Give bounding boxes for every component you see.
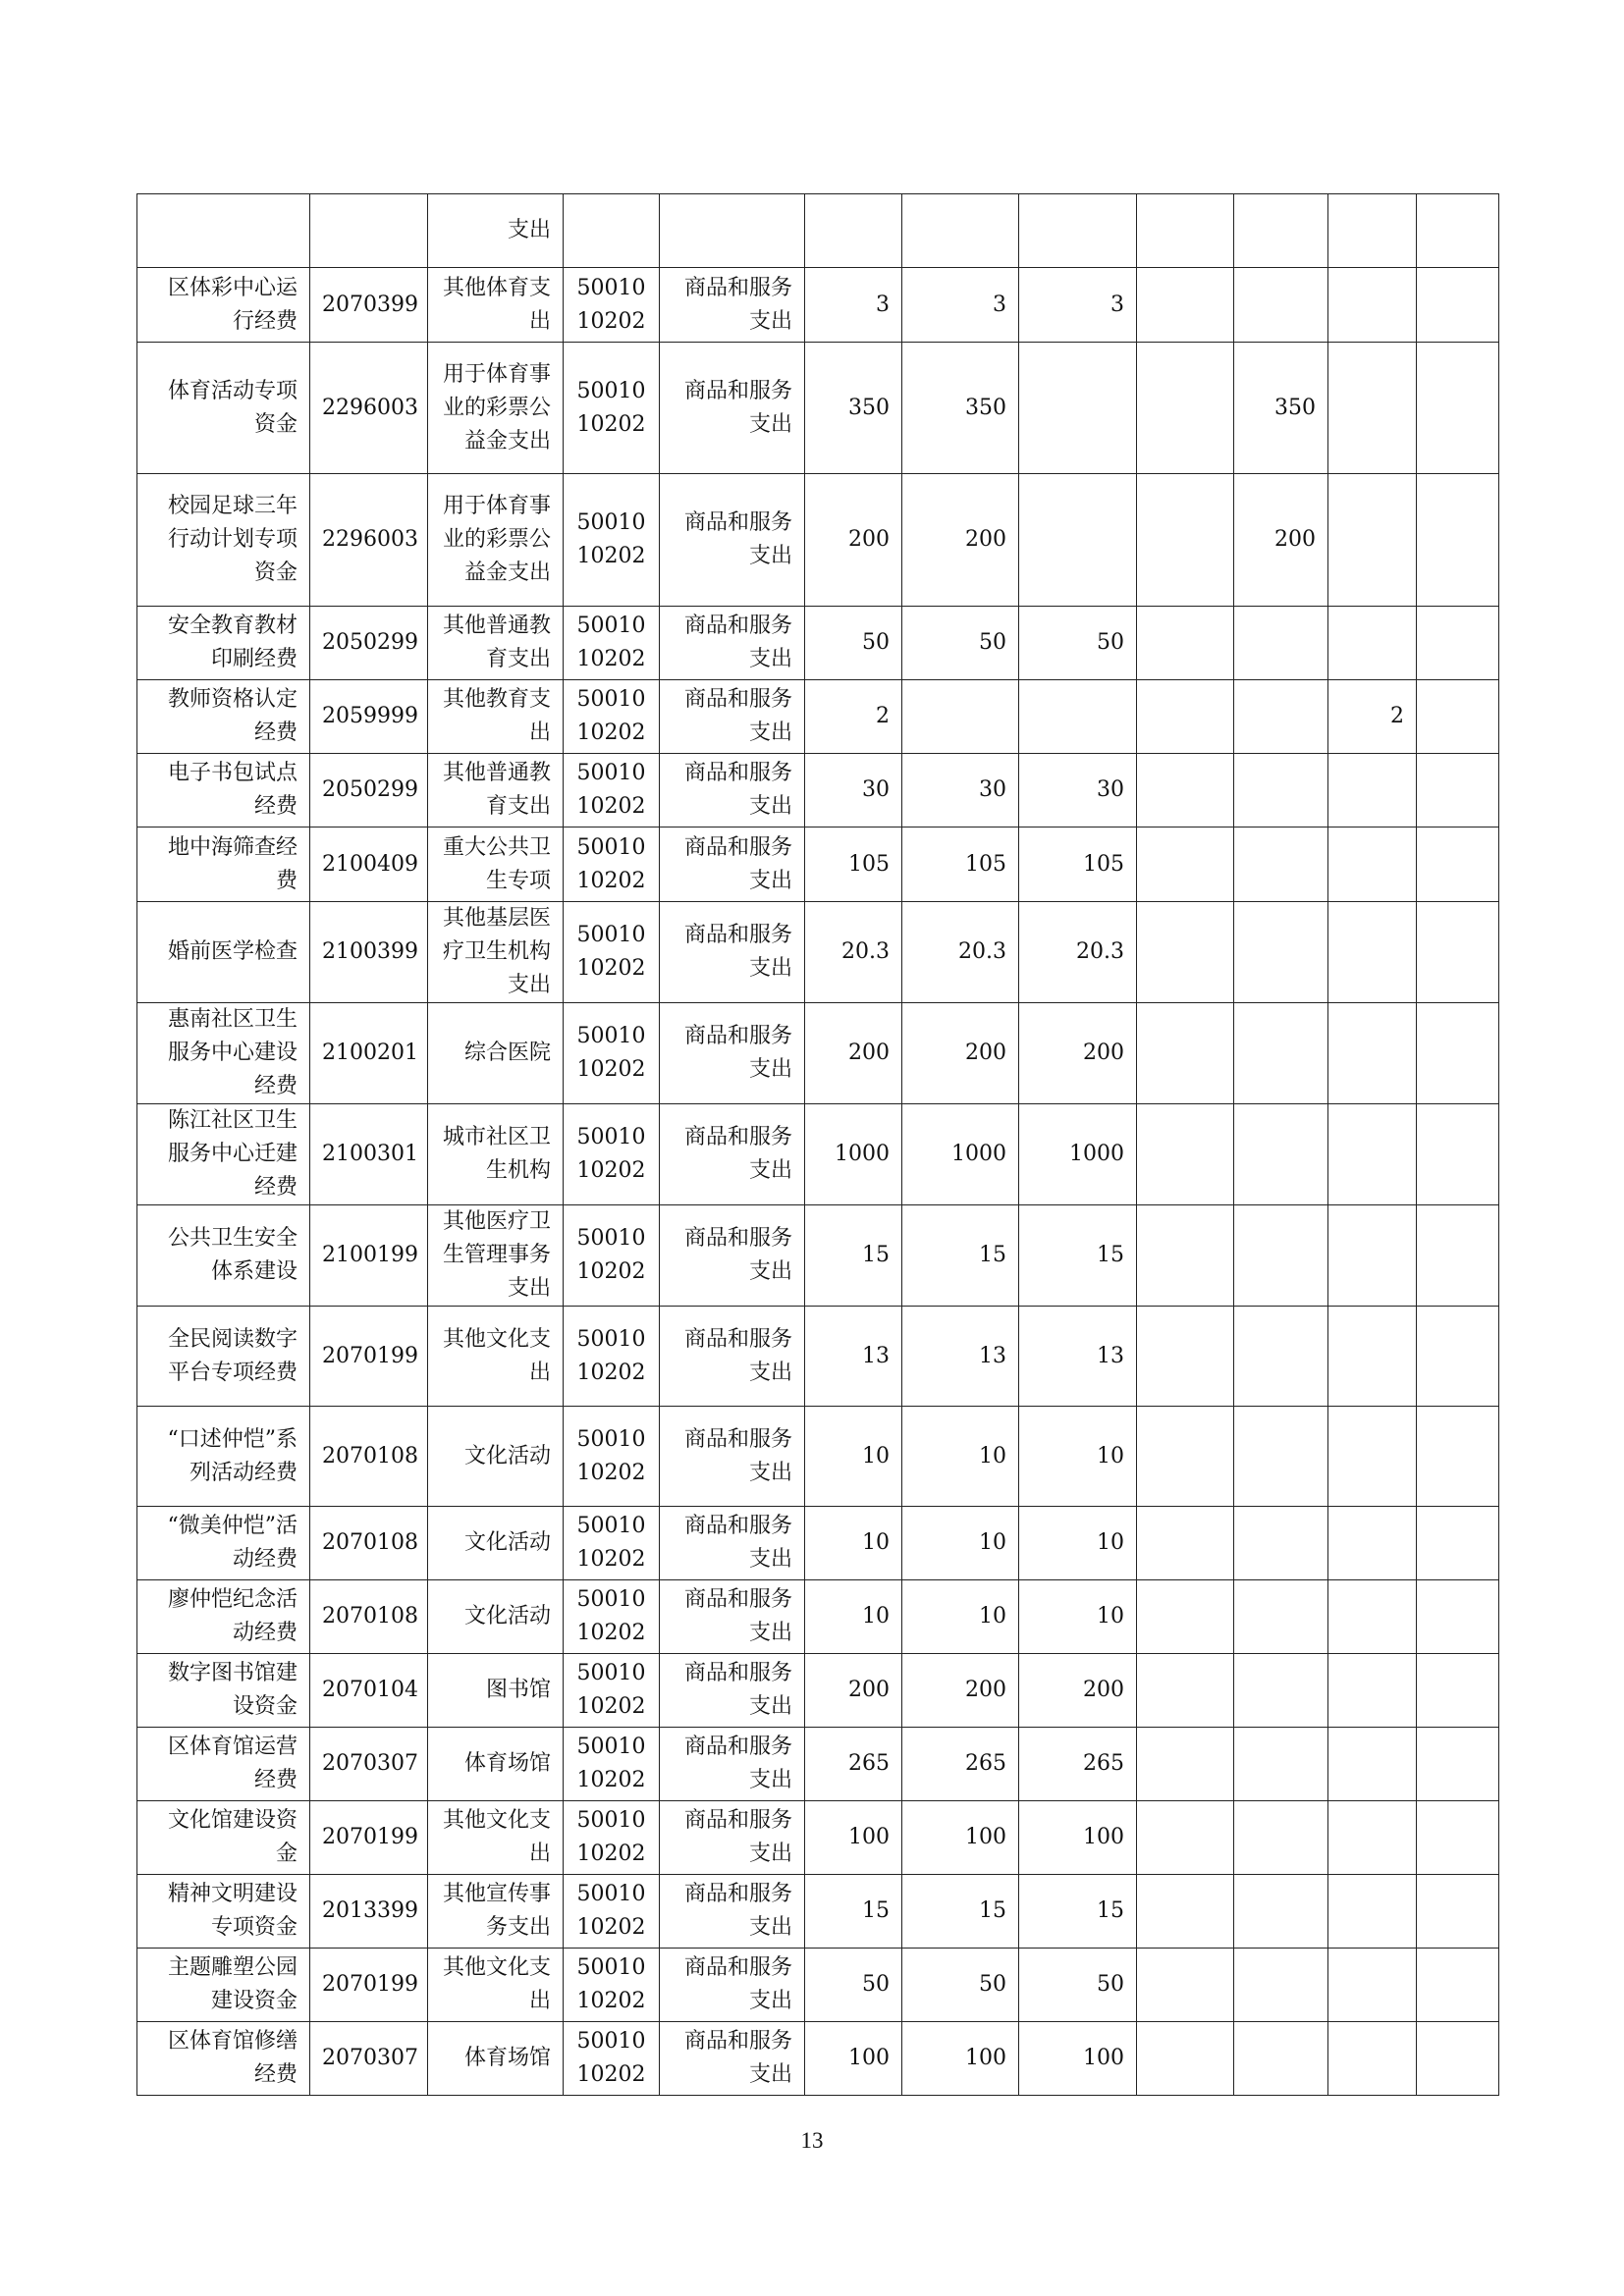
amount-cell-1: 100 <box>902 2022 1019 2096</box>
amount-cell-2 <box>1019 343 1137 474</box>
table-row <box>137 828 1499 902</box>
amount-cell-1: 50 <box>902 1949 1019 2022</box>
project-name-cell: 文化馆建设资金 <box>137 1801 310 1875</box>
function-name-cell: 图书馆 <box>428 1654 564 1728</box>
amount-cell-1: 50 <box>902 607 1019 680</box>
table-row <box>137 1801 1499 1875</box>
table-row <box>137 1307 1499 1407</box>
economic-name-cell: 商品和服务支出 <box>660 1104 805 1205</box>
table-row <box>137 1875 1499 1949</box>
economic-code-cell: 5001010202 <box>564 474 660 607</box>
economic-name-cell: 商品和服务支出 <box>660 754 805 828</box>
amount-cell-3 <box>1137 754 1234 828</box>
economic-name-cell: 商品和服务支出 <box>660 474 805 607</box>
total-amount-cell: 350 <box>805 343 902 474</box>
amount-cell-6 <box>1417 1875 1499 1949</box>
function-name-cell: 城市社区卫生机构 <box>428 1104 564 1205</box>
economic-name-cell: 商品和服务支出 <box>660 1580 805 1654</box>
function-code-cell: 2070104 <box>310 1654 428 1728</box>
amount-cell-5 <box>1328 607 1417 680</box>
amount-cell-4 <box>1234 680 1328 754</box>
function-code-cell: 2070307 <box>310 1728 428 1801</box>
amount-cell-5 <box>1328 194 1417 268</box>
amount-cell-2: 100 <box>1019 2022 1137 2096</box>
amount-cell-1: 200 <box>902 474 1019 607</box>
amount-cell-1: 15 <box>902 1205 1019 1307</box>
table-row <box>137 1654 1499 1728</box>
amount-cell-5 <box>1328 902 1417 1003</box>
amount-cell-2: 15 <box>1019 1205 1137 1307</box>
amount-cell-5 <box>1328 1407 1417 1507</box>
function-name-cell: 用于体育事业的彩票公益金支出 <box>428 474 564 607</box>
amount-cell-3 <box>1137 1507 1234 1580</box>
amount-cell-4 <box>1234 1307 1328 1407</box>
amount-cell-4 <box>1234 1104 1328 1205</box>
project-name-cell: 婚前医学检查 <box>137 902 310 1003</box>
amount-cell-2: 200 <box>1019 1003 1137 1104</box>
table-row <box>137 1407 1499 1507</box>
amount-cell-6 <box>1417 1507 1499 1580</box>
amount-cell-5 <box>1328 1580 1417 1654</box>
function-name-cell: 重大公共卫生专项 <box>428 828 564 902</box>
economic-name-cell: 商品和服务支出 <box>660 1654 805 1728</box>
amount-cell-1: 265 <box>902 1728 1019 1801</box>
economic-code-cell: 5001010202 <box>564 1728 660 1801</box>
function-code-cell: 2050299 <box>310 607 428 680</box>
table-row <box>137 343 1499 474</box>
amount-cell-4 <box>1234 268 1328 343</box>
function-name-cell: 体育场馆 <box>428 1728 564 1801</box>
economic-code-cell: 5001010202 <box>564 1507 660 1580</box>
amount-cell-6 <box>1417 1580 1499 1654</box>
function-name-cell: 体育场馆 <box>428 2022 564 2096</box>
economic-name-cell: 商品和服务支出 <box>660 343 805 474</box>
project-name-cell: 主题雕塑公园建设资金 <box>137 1949 310 2022</box>
amount-cell-2: 200 <box>1019 1654 1137 1728</box>
amount-cell-1 <box>902 194 1019 268</box>
economic-name-cell: 商品和服务支出 <box>660 680 805 754</box>
total-amount-cell: 200 <box>805 474 902 607</box>
amount-cell-6 <box>1417 1654 1499 1728</box>
function-code-cell: 2070307 <box>310 2022 428 2096</box>
amount-cell-6 <box>1417 1801 1499 1875</box>
economic-code-cell: 5001010202 <box>564 1104 660 1205</box>
function-name-cell: 其他基层医疗卫生机构支出 <box>428 902 564 1003</box>
budget-table <box>136 193 1499 2096</box>
project-name-cell: 全民阅读数字平台专项经费 <box>137 1307 310 1407</box>
total-amount-cell: 10 <box>805 1580 902 1654</box>
project-name-cell: 安全教育教材印刷经费 <box>137 607 310 680</box>
amount-cell-6 <box>1417 1407 1499 1507</box>
project-name-cell: 体育活动专项资金 <box>137 343 310 474</box>
total-amount-cell: 200 <box>805 1003 902 1104</box>
economic-code-cell: 5001010202 <box>564 1580 660 1654</box>
table-row <box>137 1949 1499 2022</box>
function-code-cell: 2013399 <box>310 1875 428 1949</box>
amount-cell-4 <box>1234 1728 1328 1801</box>
amount-cell-5 <box>1328 268 1417 343</box>
total-amount-cell: 30 <box>805 754 902 828</box>
project-name-cell: 区体育馆修缮经费 <box>137 2022 310 2096</box>
amount-cell-2: 265 <box>1019 1728 1137 1801</box>
amount-cell-6 <box>1417 1307 1499 1407</box>
economic-name-cell: 商品和服务支出 <box>660 1003 805 1104</box>
project-name-cell: 教师资格认定经费 <box>137 680 310 754</box>
total-amount-cell: 10 <box>805 1507 902 1580</box>
amount-cell-3 <box>1137 1654 1234 1728</box>
total-amount-cell: 3 <box>805 268 902 343</box>
project-name-cell <box>137 194 310 268</box>
project-name-cell: 区体育馆运营经费 <box>137 1728 310 1801</box>
total-amount-cell: 20.3 <box>805 902 902 1003</box>
table-row <box>137 607 1499 680</box>
amount-cell-2 <box>1019 680 1137 754</box>
amount-cell-6 <box>1417 268 1499 343</box>
amount-cell-3 <box>1137 828 1234 902</box>
project-name-cell: 公共卫生安全体系建设 <box>137 1205 310 1307</box>
table-row <box>137 902 1499 1003</box>
function-code-cell: 2070199 <box>310 1307 428 1407</box>
function-code-cell: 2070108 <box>310 1507 428 1580</box>
table-row <box>137 1728 1499 1801</box>
amount-cell-3 <box>1137 1407 1234 1507</box>
table-body <box>137 194 1499 2096</box>
economic-name-cell <box>660 194 805 268</box>
total-amount-cell: 100 <box>805 1801 902 1875</box>
function-code-cell <box>310 194 428 268</box>
function-code-cell: 2296003 <box>310 343 428 474</box>
economic-name-cell: 商品和服务支出 <box>660 1801 805 1875</box>
amount-cell-4: 200 <box>1234 474 1328 607</box>
function-name-cell: 用于体育事业的彩票公益金支出 <box>428 343 564 474</box>
total-amount-cell: 265 <box>805 1728 902 1801</box>
amount-cell-1: 30 <box>902 754 1019 828</box>
project-name-cell: “微美仲恺”活动经费 <box>137 1507 310 1580</box>
economic-code-cell <box>564 194 660 268</box>
amount-cell-1: 105 <box>902 828 1019 902</box>
amount-cell-3 <box>1137 1875 1234 1949</box>
function-code-cell: 2100201 <box>310 1003 428 1104</box>
economic-code-cell: 5001010202 <box>564 1003 660 1104</box>
amount-cell-6 <box>1417 902 1499 1003</box>
table-row <box>137 268 1499 343</box>
amount-cell-3 <box>1137 1580 1234 1654</box>
economic-name-cell: 商品和服务支出 <box>660 2022 805 2096</box>
amount-cell-3 <box>1137 1104 1234 1205</box>
amount-cell-4 <box>1234 1654 1328 1728</box>
amount-cell-1: 100 <box>902 1801 1019 1875</box>
table-row <box>137 194 1499 268</box>
economic-code-cell: 5001010202 <box>564 1407 660 1507</box>
economic-code-cell: 5001010202 <box>564 1654 660 1728</box>
amount-cell-5 <box>1328 343 1417 474</box>
amount-cell-5 <box>1328 1205 1417 1307</box>
amount-cell-2: 30 <box>1019 754 1137 828</box>
function-code-cell: 2050299 <box>310 754 428 828</box>
amount-cell-4 <box>1234 1205 1328 1307</box>
amount-cell-6 <box>1417 194 1499 268</box>
total-amount-cell: 2 <box>805 680 902 754</box>
project-name-cell: 惠南社区卫生服务中心建设经费 <box>137 1003 310 1104</box>
amount-cell-6 <box>1417 1205 1499 1307</box>
amount-cell-5: 2 <box>1328 680 1417 754</box>
function-name-cell: 文化活动 <box>428 1407 564 1507</box>
amount-cell-1: 1000 <box>902 1104 1019 1205</box>
project-name-cell: 区体彩中心运行经费 <box>137 268 310 343</box>
amount-cell-6 <box>1417 607 1499 680</box>
amount-cell-4 <box>1234 754 1328 828</box>
amount-cell-1: 10 <box>902 1580 1019 1654</box>
economic-code-cell: 5001010202 <box>564 607 660 680</box>
amount-cell-4: 350 <box>1234 343 1328 474</box>
economic-name-cell: 商品和服务支出 <box>660 1407 805 1507</box>
amount-cell-1: 200 <box>902 1003 1019 1104</box>
total-amount-cell: 50 <box>805 1949 902 2022</box>
table-row <box>137 1507 1499 1580</box>
table-row <box>137 1580 1499 1654</box>
amount-cell-3 <box>1137 1949 1234 2022</box>
amount-cell-6 <box>1417 1003 1499 1104</box>
amount-cell-5 <box>1328 1728 1417 1801</box>
amount-cell-5 <box>1328 2022 1417 2096</box>
amount-cell-4 <box>1234 1801 1328 1875</box>
amount-cell-2: 100 <box>1019 1801 1137 1875</box>
function-code-cell: 2100199 <box>310 1205 428 1307</box>
amount-cell-3 <box>1137 1307 1234 1407</box>
function-name-cell: 其他普通教育支出 <box>428 607 564 680</box>
total-amount-cell: 10 <box>805 1407 902 1507</box>
amount-cell-4 <box>1234 902 1328 1003</box>
table-row <box>137 680 1499 754</box>
project-name-cell: 电子书包试点经费 <box>137 754 310 828</box>
amount-cell-3 <box>1137 1728 1234 1801</box>
function-name-cell: 其他宣传事务支出 <box>428 1875 564 1949</box>
economic-name-cell: 商品和服务支出 <box>660 1507 805 1580</box>
amount-cell-6 <box>1417 754 1499 828</box>
amount-cell-2: 10 <box>1019 1507 1137 1580</box>
amount-cell-2: 1000 <box>1019 1104 1137 1205</box>
function-name-cell: 其他文化支出 <box>428 1801 564 1875</box>
total-amount-cell: 50 <box>805 607 902 680</box>
project-name-cell: 精神文明建设专项资金 <box>137 1875 310 1949</box>
amount-cell-5 <box>1328 754 1417 828</box>
function-code-cell: 2059999 <box>310 680 428 754</box>
function-name-cell: 其他体育支出 <box>428 268 564 343</box>
amount-cell-6 <box>1417 1104 1499 1205</box>
amount-cell-6 <box>1417 2022 1499 2096</box>
amount-cell-1: 10 <box>902 1507 1019 1580</box>
amount-cell-2 <box>1019 194 1137 268</box>
function-name-cell: 文化活动 <box>428 1507 564 1580</box>
economic-code-cell: 5001010202 <box>564 902 660 1003</box>
amount-cell-5 <box>1328 1307 1417 1407</box>
economic-name-cell: 商品和服务支出 <box>660 1949 805 2022</box>
amount-cell-6 <box>1417 680 1499 754</box>
economic-name-cell: 商品和服务支出 <box>660 607 805 680</box>
function-code-cell: 2070108 <box>310 1580 428 1654</box>
amount-cell-5 <box>1328 1949 1417 2022</box>
amount-cell-6 <box>1417 828 1499 902</box>
function-code-cell: 2296003 <box>310 474 428 607</box>
economic-code-cell: 5001010202 <box>564 1205 660 1307</box>
total-amount-cell: 100 <box>805 2022 902 2096</box>
amount-cell-4 <box>1234 1003 1328 1104</box>
total-amount-cell: 15 <box>805 1875 902 1949</box>
amount-cell-5 <box>1328 828 1417 902</box>
amount-cell-2: 50 <box>1019 1949 1137 2022</box>
total-amount-cell: 1000 <box>805 1104 902 1205</box>
function-code-cell: 2070399 <box>310 268 428 343</box>
amount-cell-1: 15 <box>902 1875 1019 1949</box>
amount-cell-5 <box>1328 474 1417 607</box>
amount-cell-2: 10 <box>1019 1407 1137 1507</box>
amount-cell-3 <box>1137 474 1234 607</box>
page-number: 13 <box>800 2128 824 2153</box>
amount-cell-2: 10 <box>1019 1580 1137 1654</box>
amount-cell-5 <box>1328 1654 1417 1728</box>
amount-cell-4 <box>1234 1875 1328 1949</box>
amount-cell-4 <box>1234 2022 1328 2096</box>
table-row <box>137 1003 1499 1104</box>
economic-code-cell: 5001010202 <box>564 754 660 828</box>
amount-cell-1: 350 <box>902 343 1019 474</box>
project-name-cell: 地中海筛查经费 <box>137 828 310 902</box>
table-row <box>137 1205 1499 1307</box>
function-name-cell: 其他文化支出 <box>428 1949 564 2022</box>
amount-cell-6 <box>1417 1949 1499 2022</box>
total-amount-cell: 200 <box>805 1654 902 1728</box>
economic-code-cell: 5001010202 <box>564 1307 660 1407</box>
amount-cell-2: 15 <box>1019 1875 1137 1949</box>
amount-cell-2: 105 <box>1019 828 1137 902</box>
total-amount-cell <box>805 194 902 268</box>
economic-name-cell: 商品和服务支出 <box>660 1205 805 1307</box>
amount-cell-1 <box>902 680 1019 754</box>
function-name-cell: 其他医疗卫生管理事务支出 <box>428 1205 564 1307</box>
economic-name-cell: 商品和服务支出 <box>660 1307 805 1407</box>
amount-cell-1: 10 <box>902 1407 1019 1507</box>
project-name-cell: 陈江社区卫生服务中心迁建经费 <box>137 1104 310 1205</box>
economic-code-cell: 5001010202 <box>564 2022 660 2096</box>
economic-code-cell: 5001010202 <box>564 343 660 474</box>
economic-name-cell: 商品和服务支出 <box>660 902 805 1003</box>
amount-cell-4 <box>1234 607 1328 680</box>
table-row <box>137 474 1499 607</box>
amount-cell-5 <box>1328 1875 1417 1949</box>
table-row <box>137 2022 1499 2096</box>
economic-name-cell: 商品和服务支出 <box>660 268 805 343</box>
amount-cell-3 <box>1137 194 1234 268</box>
function-code-cell: 2070199 <box>310 1949 428 2022</box>
function-name-cell: 其他教育支出 <box>428 680 564 754</box>
amount-cell-2: 3 <box>1019 268 1137 343</box>
total-amount-cell: 13 <box>805 1307 902 1407</box>
economic-code-cell: 5001010202 <box>564 1949 660 2022</box>
amount-cell-3 <box>1137 902 1234 1003</box>
amount-cell-1: 200 <box>902 1654 1019 1728</box>
economic-code-cell: 5001010202 <box>564 1875 660 1949</box>
amount-cell-5 <box>1328 1507 1417 1580</box>
function-name-cell: 综合医院 <box>428 1003 564 1104</box>
amount-cell-5 <box>1328 1104 1417 1205</box>
economic-code-cell: 5001010202 <box>564 1801 660 1875</box>
amount-cell-2: 20.3 <box>1019 902 1137 1003</box>
amount-cell-1: 13 <box>902 1307 1019 1407</box>
amount-cell-2 <box>1019 474 1137 607</box>
economic-name-cell: 商品和服务支出 <box>660 1728 805 1801</box>
function-name-cell: 支出 <box>428 194 564 268</box>
amount-cell-2: 13 <box>1019 1307 1137 1407</box>
amount-cell-3 <box>1137 607 1234 680</box>
function-code-cell: 2100301 <box>310 1104 428 1205</box>
economic-name-cell: 商品和服务支出 <box>660 828 805 902</box>
amount-cell-2: 50 <box>1019 607 1137 680</box>
amount-cell-3 <box>1137 268 1234 343</box>
table-row <box>137 1104 1499 1205</box>
amount-cell-4 <box>1234 1949 1328 2022</box>
amount-cell-3 <box>1137 1801 1234 1875</box>
function-name-cell: 文化活动 <box>428 1580 564 1654</box>
amount-cell-6 <box>1417 343 1499 474</box>
amount-cell-4 <box>1234 1507 1328 1580</box>
amount-cell-4 <box>1234 1407 1328 1507</box>
amount-cell-3 <box>1137 1205 1234 1307</box>
project-name-cell: “口述仲恺”系列活动经费 <box>137 1407 310 1507</box>
amount-cell-4 <box>1234 1580 1328 1654</box>
table-row <box>137 754 1499 828</box>
function-code-cell: 2100399 <box>310 902 428 1003</box>
amount-cell-1: 20.3 <box>902 902 1019 1003</box>
amount-cell-6 <box>1417 474 1499 607</box>
project-name-cell: 校园足球三年行动计划专项资金 <box>137 474 310 607</box>
economic-code-cell: 5001010202 <box>564 828 660 902</box>
function-name-cell: 其他文化支出 <box>428 1307 564 1407</box>
total-amount-cell: 15 <box>805 1205 902 1307</box>
project-name-cell: 廖仲恺纪念活动经费 <box>137 1580 310 1654</box>
amount-cell-4 <box>1234 828 1328 902</box>
economic-code-cell: 5001010202 <box>564 680 660 754</box>
total-amount-cell: 105 <box>805 828 902 902</box>
amount-cell-1: 3 <box>902 268 1019 343</box>
amount-cell-3 <box>1137 2022 1234 2096</box>
function-name-cell: 其他普通教育支出 <box>428 754 564 828</box>
function-code-cell: 2070108 <box>310 1407 428 1507</box>
function-code-cell: 2100409 <box>310 828 428 902</box>
amount-cell-3 <box>1137 343 1234 474</box>
amount-cell-6 <box>1417 1728 1499 1801</box>
project-name-cell: 数字图书馆建设资金 <box>137 1654 310 1728</box>
amount-cell-5 <box>1328 1801 1417 1875</box>
function-code-cell: 2070199 <box>310 1801 428 1875</box>
amount-cell-4 <box>1234 194 1328 268</box>
amount-cell-5 <box>1328 1003 1417 1104</box>
economic-code-cell: 5001010202 <box>564 268 660 343</box>
amount-cell-3 <box>1137 1003 1234 1104</box>
economic-name-cell: 商品和服务支出 <box>660 1875 805 1949</box>
amount-cell-3 <box>1137 680 1234 754</box>
